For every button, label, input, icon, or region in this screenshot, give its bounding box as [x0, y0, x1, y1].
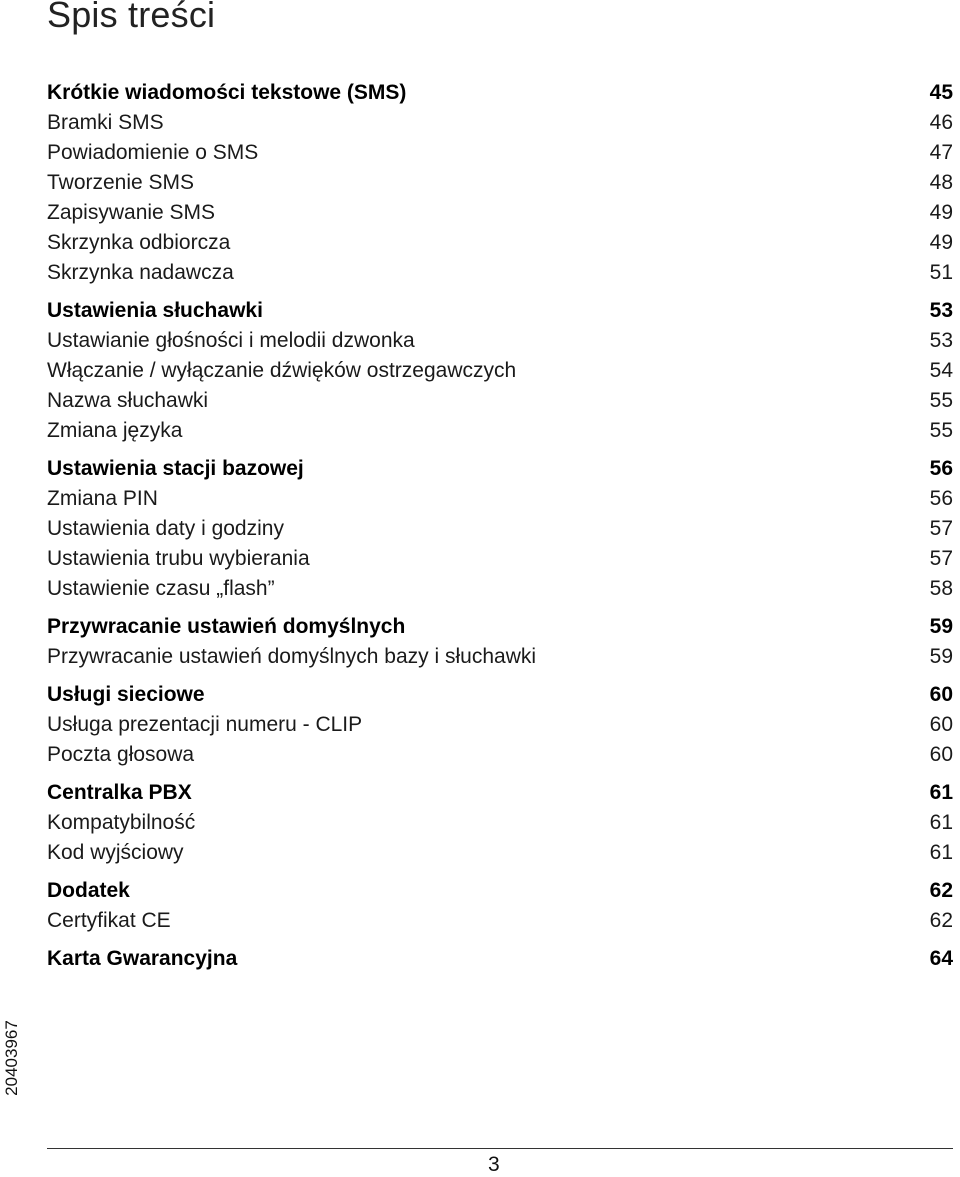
toc-entry-title: Kompatybilność: [47, 811, 196, 834]
toc-page-number: 62: [929, 879, 953, 902]
toc-entry-row[interactable]: [47, 906, 953, 936]
toc-page-number: 56: [929, 457, 953, 480]
toc-entry-title: Skrzynka nadawcza: [47, 261, 234, 284]
toc-section-title: Krótkie wiadomości tekstowe (SMS): [47, 81, 407, 104]
toc-entry-row[interactable]: [47, 168, 953, 198]
toc-entry-title: Powiadomienie o SMS: [47, 141, 259, 164]
toc-page-number: 59: [929, 615, 953, 638]
toc-entry-title: Skrzynka odbiorcza: [47, 231, 231, 254]
toc-section-title: Centralka PBX: [47, 781, 192, 804]
toc-section-row[interactable]: [47, 944, 953, 974]
toc-page-number: 54: [929, 359, 953, 382]
toc-page-number: 49: [929, 231, 953, 254]
toc-page-number: 55: [929, 389, 953, 412]
toc-page-number: 64: [929, 947, 953, 970]
table-of-contents: [47, 78, 953, 974]
toc-page-number: 45: [929, 81, 953, 104]
toc-section-title: Ustawienia słuchawki: [47, 299, 263, 322]
toc-page-number: 61: [929, 841, 953, 864]
toc-page-number: 62: [929, 909, 953, 932]
toc-entry-title: Ustawienia trubu wybierania: [47, 547, 310, 570]
toc-page-number: 46: [929, 111, 953, 134]
toc-entry-title: Ustawianie głośności i melodii dzwonka: [47, 329, 415, 352]
toc-section-title: Przywracanie ustawień domyślnych: [47, 615, 406, 638]
toc-entry-row[interactable]: [47, 574, 953, 604]
toc-entry-row[interactable]: [47, 710, 953, 740]
toc-entry-row[interactable]: [47, 228, 953, 258]
toc-entry-row[interactable]: [47, 838, 953, 868]
toc-page-number: 56: [929, 487, 953, 510]
toc-entry-row[interactable]: [47, 514, 953, 544]
toc-page-number: 58: [929, 577, 953, 600]
toc-entry-title: Kod wyjściowy: [47, 841, 184, 864]
toc-entry-title: Zmiana PIN: [47, 487, 158, 510]
toc-entry-title: Certyfikat CE: [47, 909, 171, 932]
toc-page-number: 61: [929, 811, 953, 834]
toc-entry-row[interactable]: [47, 544, 953, 574]
toc-page-number: 60: [929, 683, 953, 706]
toc-entry-title: Tworzenie SMS: [47, 171, 195, 194]
toc-section-title: Dodatek: [47, 879, 130, 902]
toc-page-number: 49: [929, 201, 953, 224]
toc-entry-row[interactable]: [47, 740, 953, 770]
toc-entry-row[interactable]: [47, 326, 953, 356]
toc-entry-row[interactable]: [47, 808, 953, 838]
toc-section-row[interactable]: [47, 78, 953, 108]
toc-page-number: 57: [929, 547, 953, 570]
toc-section-title: Ustawienia stacji bazowej: [47, 457, 304, 480]
toc-entry-row[interactable]: [47, 198, 953, 228]
toc-entry-title: Zapisywanie SMS: [47, 201, 216, 224]
toc-entry-title: Włączanie / wyłączanie dźwięków ostrzegawczych: [47, 359, 517, 382]
toc-entry-row[interactable]: [47, 484, 953, 514]
toc-section-row[interactable]: [47, 296, 953, 326]
footer-divider: [47, 1148, 953, 1149]
document-number: 20403967: [2, 1020, 21, 1096]
toc-entry-title: Nazwa słuchawki: [47, 389, 209, 412]
toc-entry-row[interactable]: [47, 108, 953, 138]
toc-entry-title: Usługa prezentacji numeru - CLIP: [47, 713, 363, 736]
toc-section-title: Karta Gwarancyjna: [47, 947, 238, 970]
toc-page-number: 55: [929, 419, 953, 442]
toc-entry-row[interactable]: [47, 138, 953, 168]
toc-entry-row[interactable]: [47, 416, 953, 446]
toc-section-row[interactable]: [47, 876, 953, 906]
toc-page-number: 60: [929, 743, 953, 766]
toc-section-row[interactable]: [47, 454, 953, 484]
toc-entry-row[interactable]: [47, 356, 953, 386]
toc-entry-title: Bramki SMS: [47, 111, 164, 134]
toc-entry-row[interactable]: [47, 642, 953, 672]
toc-entry-title: Ustawienie czasu „flash”: [47, 577, 275, 600]
toc-page-number: 51: [929, 261, 953, 284]
toc-page-number: 53: [929, 299, 953, 322]
page-number: 3: [488, 1153, 500, 1176]
toc-section-row[interactable]: [47, 612, 953, 642]
toc-entry-title: Poczta głosowa: [47, 743, 195, 766]
toc-section-title: Usługi sieciowe: [47, 683, 205, 706]
toc-page-number: 47: [929, 141, 953, 164]
toc-page-number: 61: [929, 781, 953, 804]
toc-entry-title: Ustawienia daty i godziny: [47, 517, 284, 540]
toc-entry-title: Przywracanie ustawień domyślnych bazy i słuchawki: [47, 645, 537, 668]
toc-entry-title: Zmiana języka: [47, 419, 183, 442]
toc-section-row[interactable]: [47, 680, 953, 710]
toc-page-number: 59: [929, 645, 953, 668]
toc-page-number: 57: [929, 517, 953, 540]
page-title: Spis treści: [47, 0, 216, 35]
toc-page-number: 60: [929, 713, 953, 736]
toc-page-number: 48: [929, 171, 953, 194]
toc-section-row[interactable]: [47, 778, 953, 808]
toc-entry-row[interactable]: [47, 258, 953, 288]
toc-entry-row[interactable]: [47, 386, 953, 416]
toc-page-number: 53: [929, 329, 953, 352]
